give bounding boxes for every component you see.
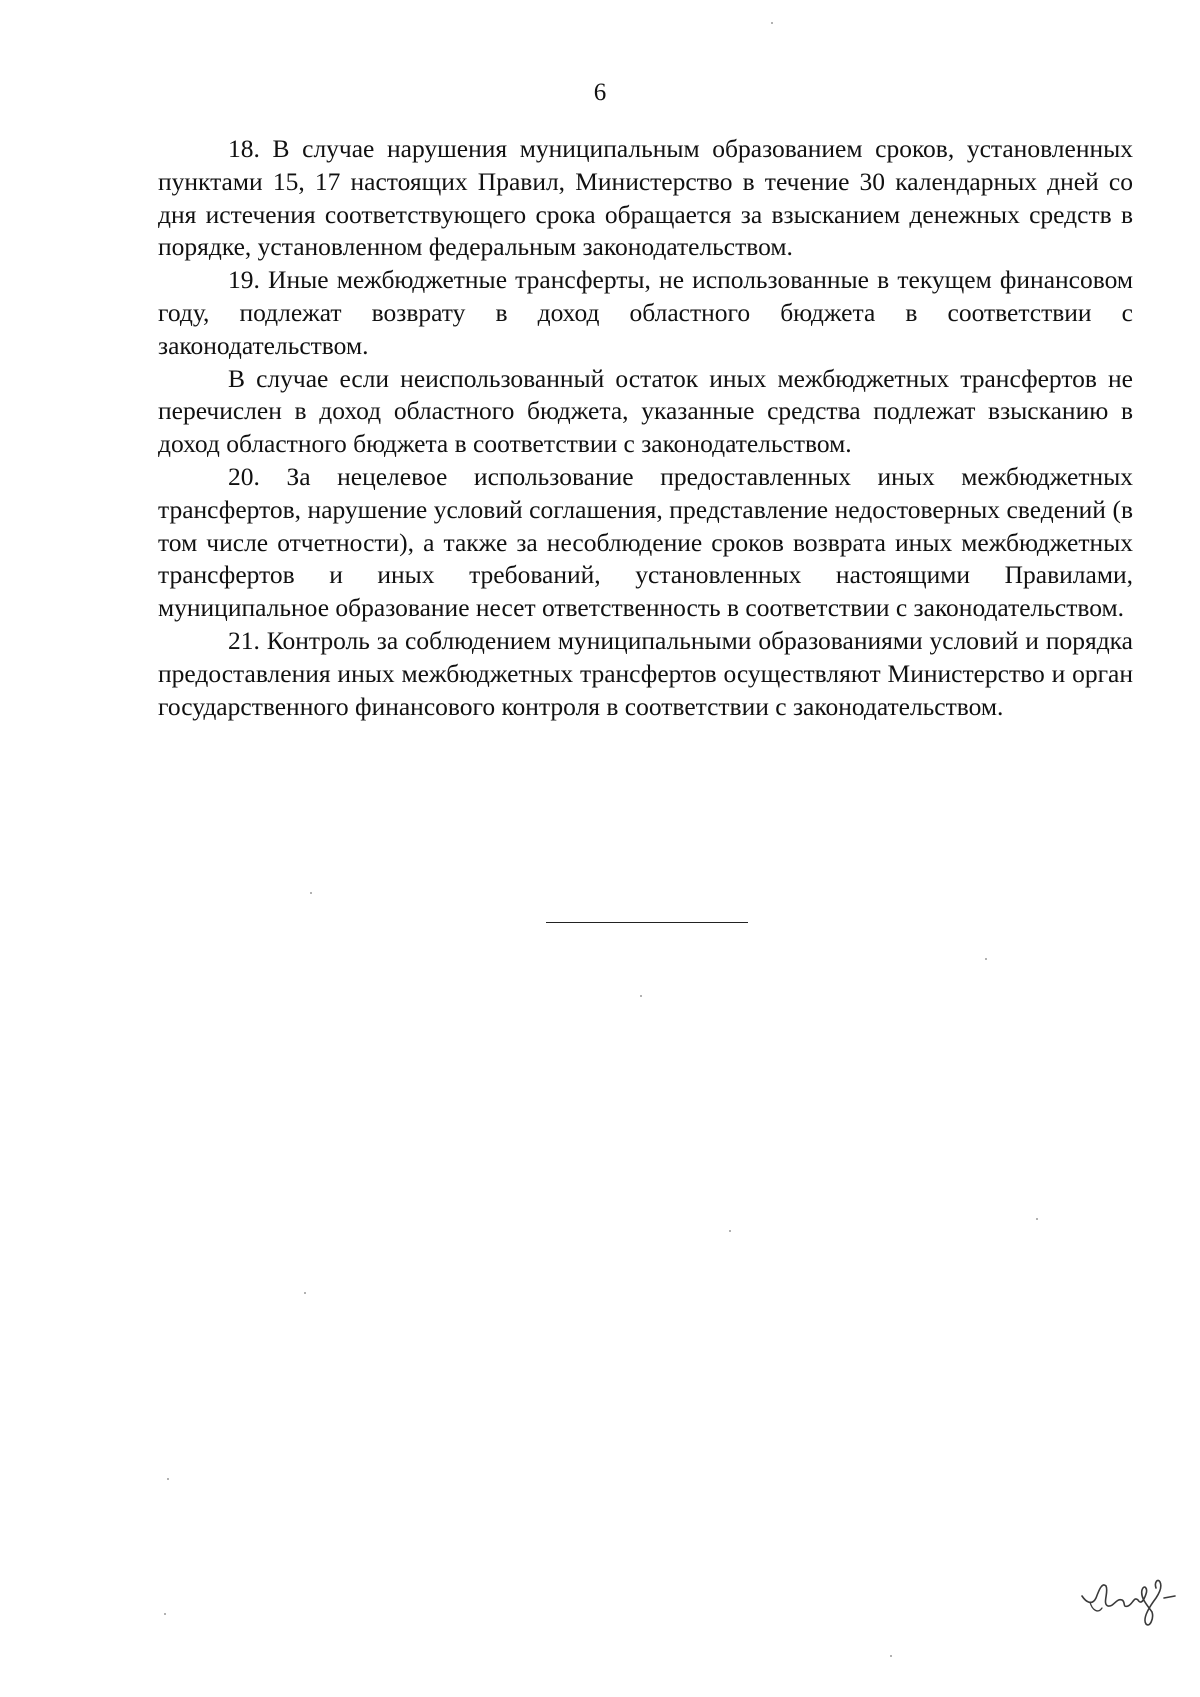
scan-speck	[310, 892, 312, 894]
paragraph-20: 20. За нецелевое использование предоставленных иных межбюджетных трансфертов, нарушение условий соглашения, представление недостоверных сведений (в том числе отчетности), а также за несоблюдение сроков возврата иных межбюджетных трансфертов и иных требований, установленных настоящими Правилами, муниципальное образование несет ответственность в соответствии с законодательством.	[158, 461, 1133, 623]
paragraph-21: 21. Контроль за соблюдением муниципальными образованиями условий и порядка предоставления иных межбюджетных трансфертов осуществляют Министерство и орган государственного финансового контроля в соответствии с законодательством.	[158, 625, 1133, 721]
scan-speck	[890, 1655, 892, 1657]
scan-speck	[167, 1478, 169, 1480]
page-number: 6	[593, 79, 607, 106]
handwritten-signature-icon	[1078, 1572, 1178, 1632]
scan-speck	[1036, 1218, 1038, 1220]
scan-speck	[729, 1230, 731, 1232]
paragraph-19: 19. Иные межбюджетные трансферты, не использованные в текущем финансовом году, подлежат возврату в доход областного бюджета в соответствии с законодательством.	[158, 265, 1133, 360]
scan-speck	[771, 22, 773, 24]
scan-speck	[164, 1613, 166, 1615]
end-of-text-rule	[546, 922, 748, 923]
paragraph-18: 18. В случае нарушения муниципальным образованием сроков, установленных пунктами 15, 17 настоящих Правил, Министерство в течение 30 календарных дней со дня истечения соответствующего срока обращается за взысканием денежных средств в порядке, установленном федеральным законодательством.	[158, 134, 1133, 262]
scan-speck	[304, 1292, 306, 1294]
scan-speck	[640, 995, 642, 997]
paragraph-19-continued: В случае если неиспользованный остаток иных межбюджетных трансфертов не перечислен в доход областного бюджета, указанные средства подлежат взысканию в доход областного бюджета в соответствии с законодательством.	[158, 363, 1133, 459]
document-body	[158, 133, 1133, 723]
scan-speck	[985, 958, 987, 960]
